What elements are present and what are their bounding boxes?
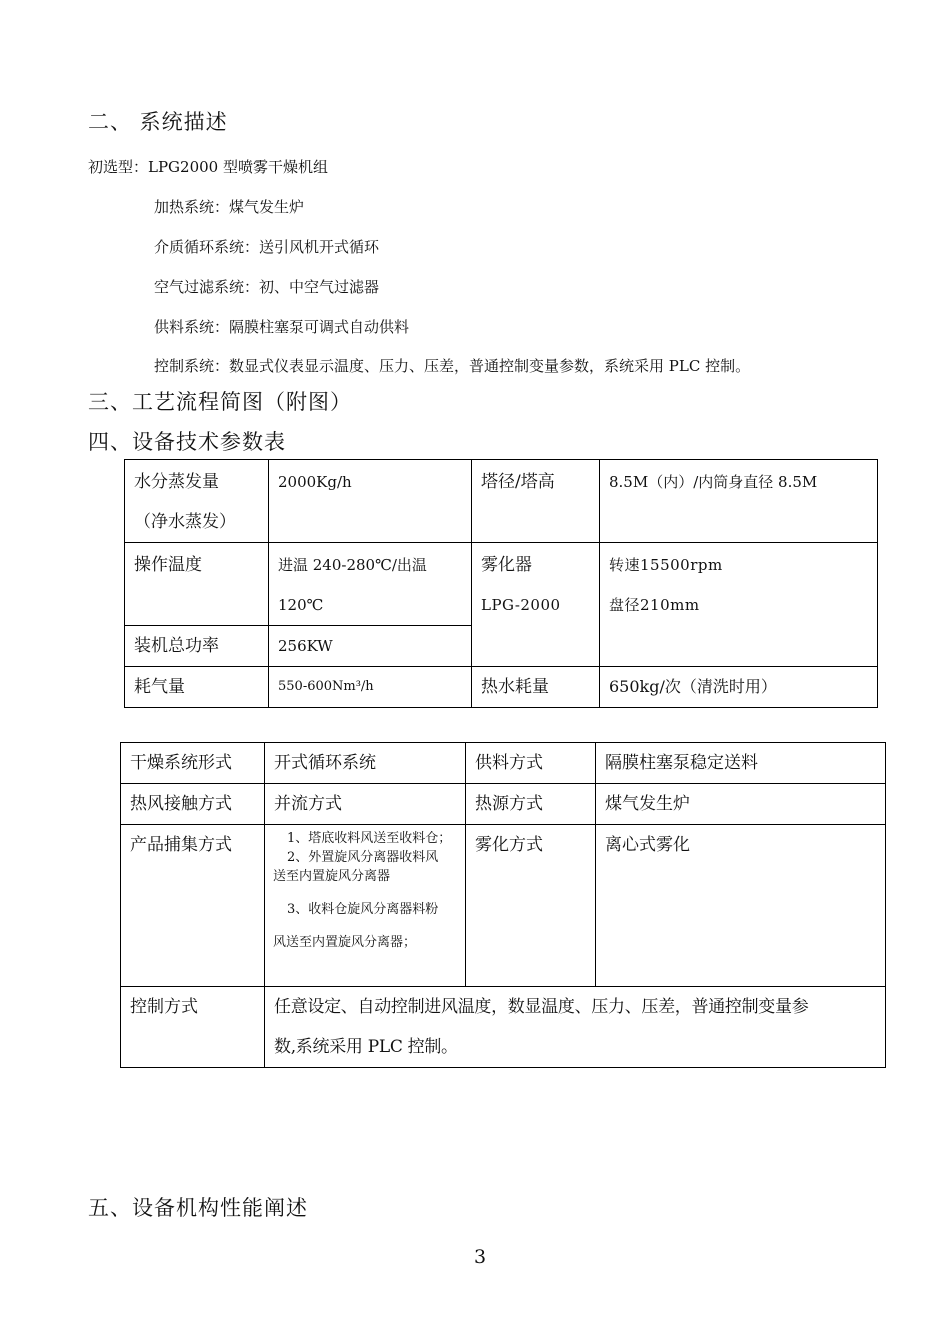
section-5-title: 五、设备机构性能阐述 [88, 1196, 308, 1220]
feed-label: 供料方式 [475, 753, 543, 773]
feeding-system-line: 供料系统：隔膜柱塞泵可调式自动供料 [154, 318, 410, 336]
collect-label: 产品捕集方式 [130, 835, 232, 855]
tower-value: 8.5M（内）/内筒身直径 8.5M [609, 473, 818, 491]
tech-params-table [124, 459, 878, 708]
table-row [121, 784, 886, 825]
feed-value: 隔膜柱塞泵稳定送料 [605, 753, 758, 773]
contact-label: 热风接触方式 [130, 794, 232, 814]
evap-label-cell [125, 460, 269, 543]
control-system-line: 控制系统：数显式仪表显示温度、压力、压差，普通控制变量参数，系统采用 PLC 控制。 [154, 357, 751, 375]
temp-value-line-1: 进温 240-280℃/出温 [278, 556, 427, 574]
water-label: 热水耗量 [481, 677, 549, 697]
air-filter-line: 空气过滤系统：初、中空气过滤器 [154, 278, 380, 296]
dry-value: 开式循环系统 [274, 753, 376, 773]
evap-value: 2000Kg/h [278, 473, 352, 491]
ctrl-value-line-2: 数,系统采用 PLC 控制。 [274, 1037, 458, 1057]
water-value-cell [600, 667, 878, 708]
atomizer-speed: 转速15500rpm [609, 556, 723, 574]
heat-value: 煤气发生炉 [605, 794, 690, 814]
atomizer-model: LPG-2000 [481, 596, 561, 614]
atomizer-value-cell [600, 543, 878, 667]
evap-label: 水分蒸发量 [134, 472, 219, 492]
temp-label: 操作温度 [134, 555, 202, 575]
atomizer-label-cell [472, 543, 600, 667]
water-value: 650kg/次（清洗时用） [609, 677, 777, 696]
atom-value: 离心式雾化 [605, 835, 690, 855]
tower-label-cell [472, 460, 600, 543]
model-line: 初选型：LPG2000 型喷雾干燥机组 [88, 158, 328, 176]
section-2-title: 二、 系统描述 [88, 110, 228, 134]
collect-item-1: 1、塔底收料风送至收料仓； [287, 831, 452, 846]
contact-value: 并流方式 [274, 794, 342, 814]
collect-item-2a: 2、外置旋风分离器收料风 [287, 850, 439, 865]
collect-item-3a: 3、收料仓旋风分离器料粉 [287, 902, 439, 917]
atomizer-disk: 盘径210mm [609, 596, 700, 614]
temp-value-line-2: 120℃ [278, 596, 324, 614]
table-row [125, 543, 878, 626]
power-label: 装机总功率 [134, 636, 219, 656]
section-4-title: 四、设备技术参数表 [88, 430, 286, 454]
gas-value: 550-600Nm³/h [278, 679, 374, 694]
power-value-cell [269, 626, 472, 667]
collect-item-3b: 风送至内置旋风分离器； [273, 935, 417, 950]
collect-value-cell [265, 825, 466, 987]
tower-label: 塔径/塔高 [481, 472, 555, 492]
gas-label: 耗气量 [134, 677, 185, 697]
table-row [121, 987, 886, 1068]
table-row [125, 667, 878, 708]
heat-label: 热源方式 [475, 794, 543, 814]
evap-value-cell [269, 460, 472, 543]
table-row [121, 743, 886, 784]
page-number: 3 [474, 1246, 487, 1268]
table-row [121, 825, 886, 987]
tower-value-cell [600, 460, 878, 543]
table-row [125, 460, 878, 543]
atom-label: 雾化方式 [475, 835, 543, 855]
system-config-table [120, 742, 886, 1068]
heating-system-line: 加热系统：煤气发生炉 [154, 198, 305, 216]
power-value: 256KW [278, 637, 333, 655]
evap-sublabel: （净水蒸发） [134, 512, 236, 532]
power-label-cell [125, 626, 269, 667]
gas-label-cell [125, 667, 269, 708]
water-label-cell [472, 667, 600, 708]
ctrl-value-line-1: 任意设定、自动控制进风温度，数显温度、压力、压差，普通控制变量参 [274, 997, 809, 1017]
gas-value-cell [269, 667, 472, 708]
medium-system-line: 介质循环系统：送引风机开式循环 [154, 238, 380, 256]
atomizer-label: 雾化器 [481, 555, 532, 575]
ctrl-label: 控制方式 [130, 997, 198, 1017]
collect-item-2b: 送至内置旋风分离器 [273, 869, 391, 884]
temp-value-cell [269, 543, 472, 626]
temp-label-cell [125, 543, 269, 626]
ctrl-value-cell [265, 987, 886, 1068]
dry-label: 干燥系统形式 [130, 753, 232, 773]
section-3-title: 三、工艺流程简图（附图） [88, 390, 352, 414]
